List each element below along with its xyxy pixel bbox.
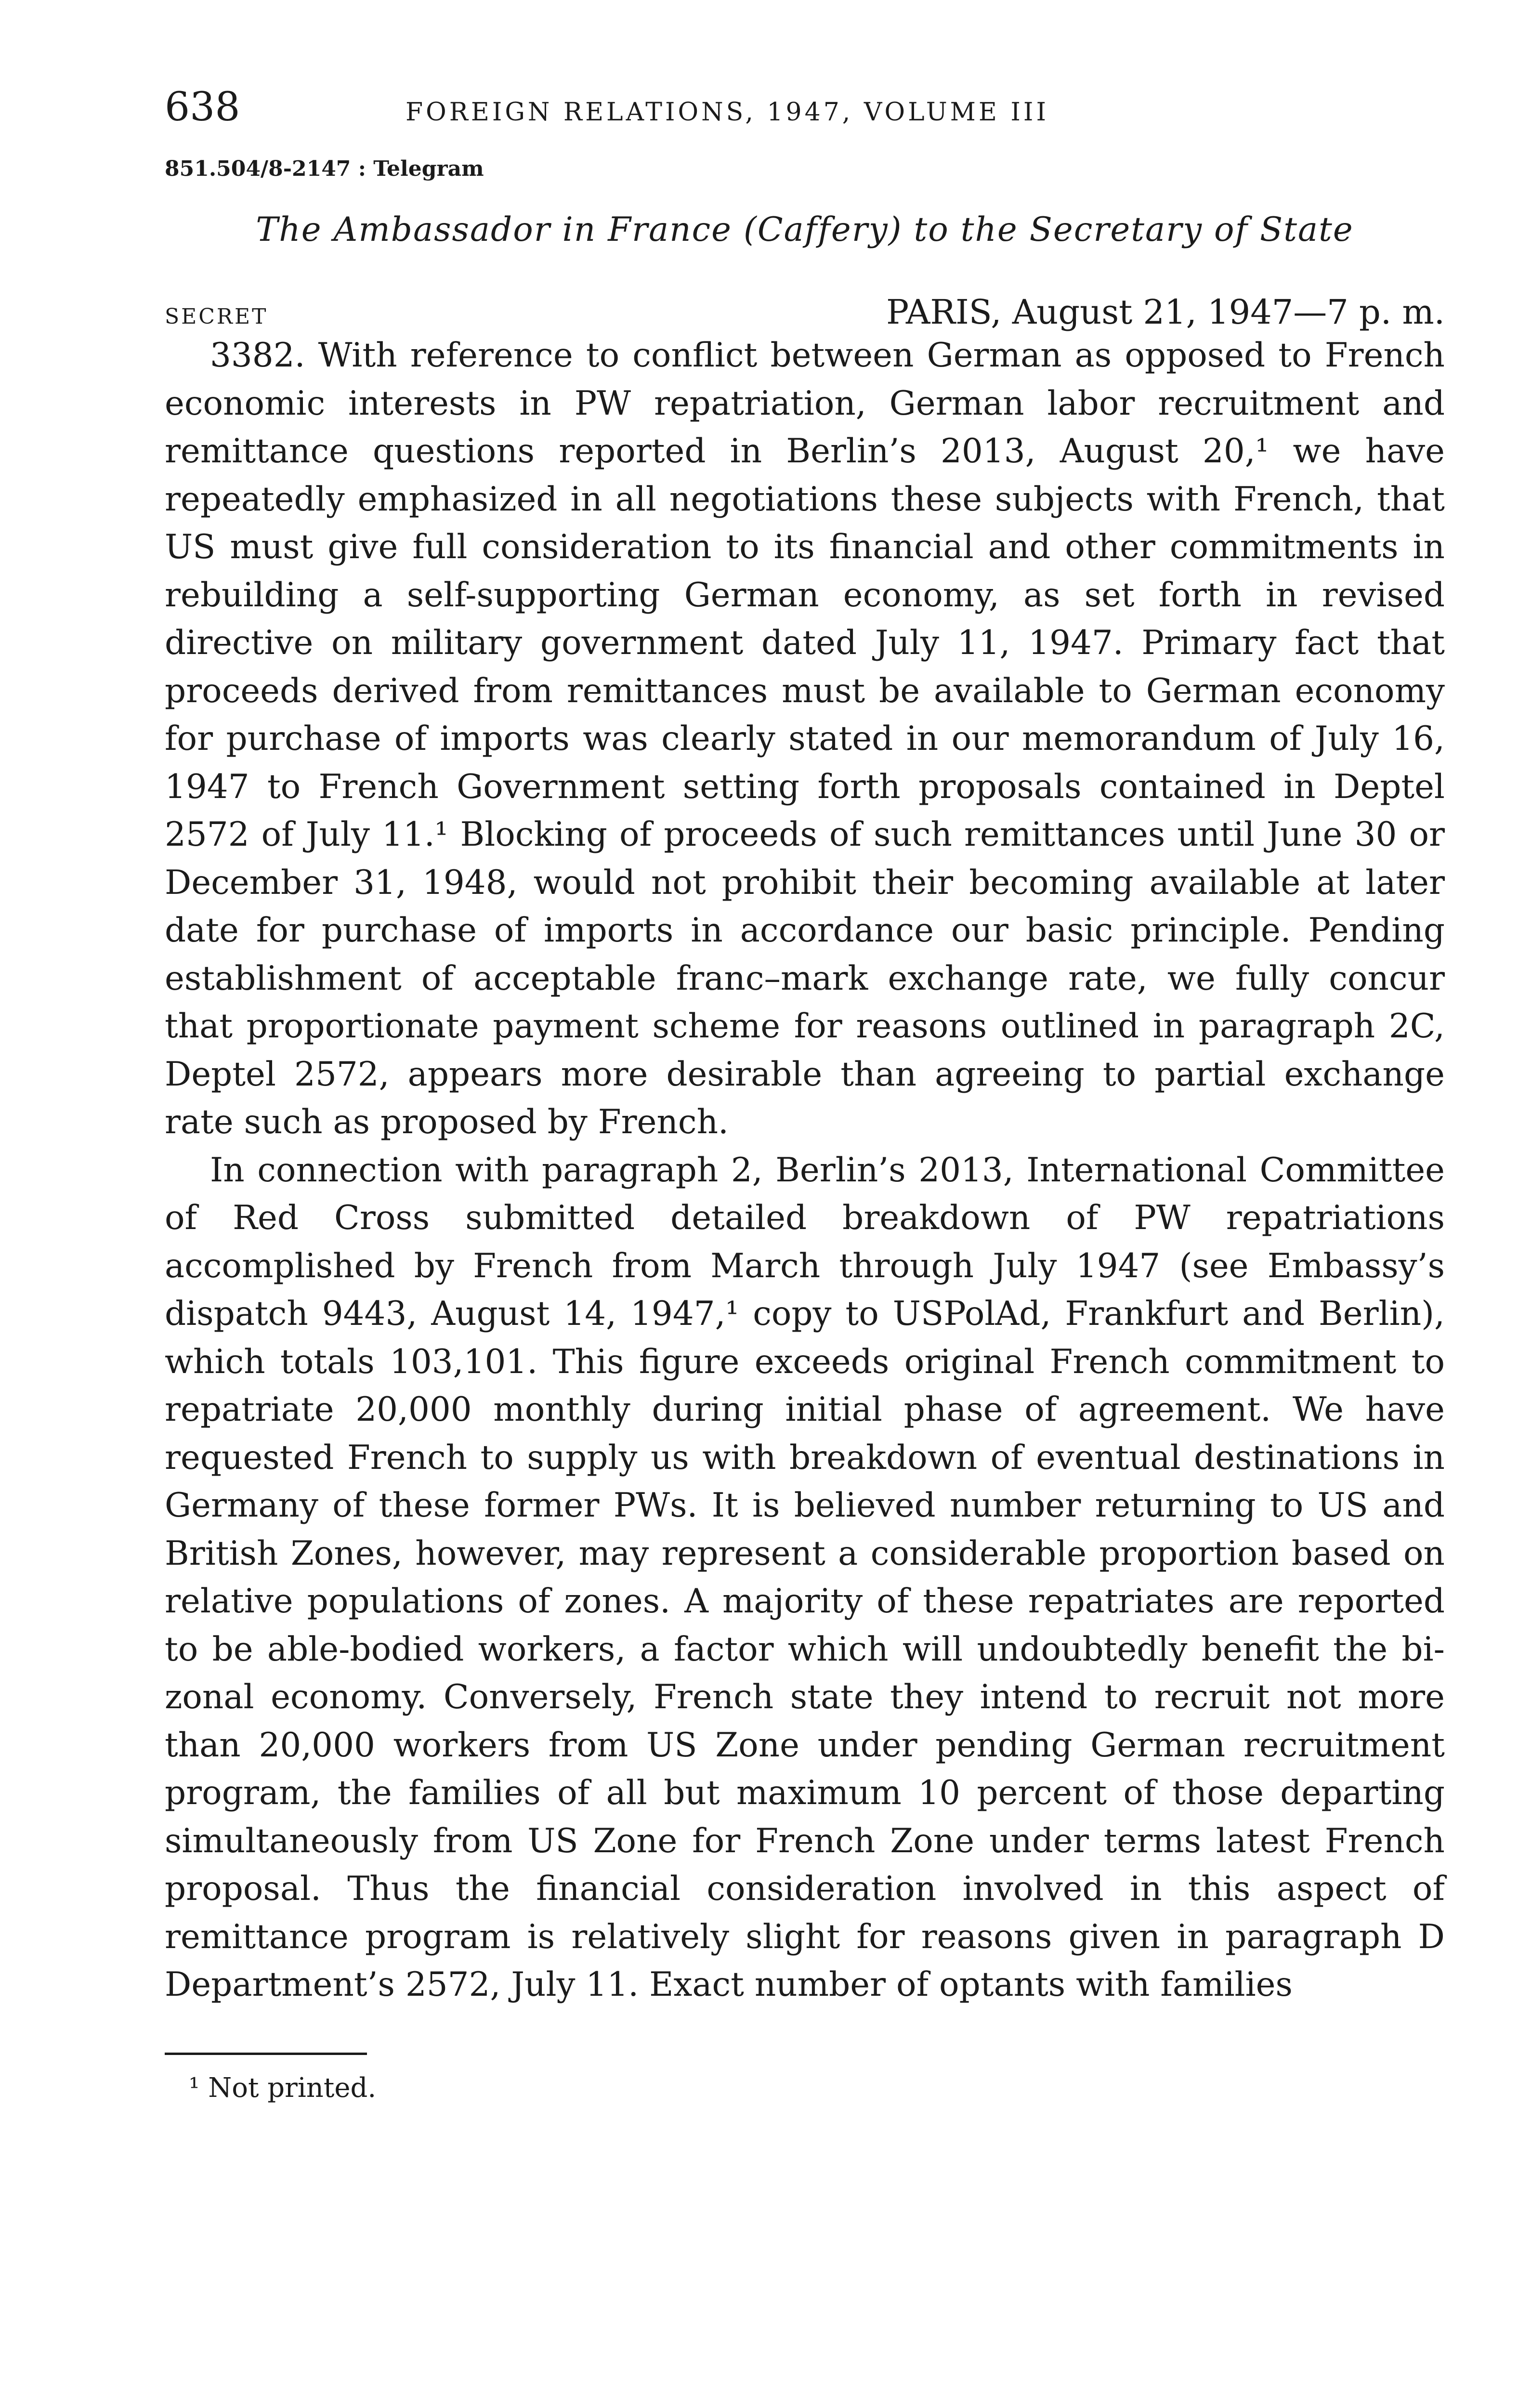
document-page [165,84,1445,2104]
body-paragraph-1: 3382. With reference to conflict between German as opposed to French economic interests in PW repatriation, German labor recruitment and remittance questions reported in Berlin’s 2013, August 20,¹ we have repeatedly emphasized in all negotiations these subjects with French, that US must give full consideration to its financial and other commitments in rebuilding a self-supporting German economy, as set forth in revised directive on military government dated July 11, 1947. Primary fact that proceeds derived from remittances must be available to German economy for purchase of imports was clearly stated in our memorandum of July 16, 1947 to French Government setting forth proposals contained in Deptel 2572 of July 11.¹ Blocking of proceeds of such remittances until June 30 or December 31, 1948, would not prohibit their becoming available at later date for purchase of imports in accordance our basic principle. Pending establishment of acceptable franc–mark exchange rate, we fully concur that proportionate payment scheme for reasons outlined in paragraph 2C, Deptel 2572, appears more desirable than agreeing to partial exchange rate such as proposed by French. [165,336,1445,1141]
body-paragraph-2: In connection with paragraph 2, Berlin’s 2013, International Committee of Red Cross submitted detailed breakdown of PW repatriations accomplished by French from March through July 1947 (see Embassy’s dispatch 9443, August 14, 1947,¹ copy to USPolAd, Frankfurt and Berlin), which totals 103,101. This figure exceeds original French commitment to repatriate 20,000 monthly during initial phase of agreement. We have requested French to supply us with breakdown of eventual destinations in Germany of these former PWs. It is believed number returning to US and British Zones, however, may represent a considerable proportion based on relative populations of zones. A majority of these repatriates are reported to be able-bodied workers, a factor which will undoubtedly benefit the bi-zonal economy. Conversely, French state they intend to recruit not more than 20,000 workers from US Zone under pending German recruitment program, the families of all but maximum 10 percent of those departing simultaneously from US Zone for French Zone under terms latest French proposal. Thus the financial consideration involved in this aspect of remittance program is relatively slight for reasons given in paragraph D Department’s 2572, July 11. Exact number of optants with families [165,1151,1445,2004]
page-number: 638 [165,84,240,130]
place-date: PARIS, August 21, 1947—7 p. m. [886,292,1445,332]
footnote: ¹ Not printed. [189,2072,377,2104]
file-reference: 851.504/8-2147 : Telegram [165,157,484,181]
running-title: FOREIGN RELATIONS, 1947, VOLUME III [406,98,1049,127]
running-head [165,84,1445,142]
dateline [165,292,1445,332]
document-title: The Ambassador in France (Caffery) to the Secretary of State [256,210,1354,249]
telegram-body [165,332,1445,2009]
footnote-divider [165,2053,367,2055]
classification-label: SECRET [165,304,268,329]
